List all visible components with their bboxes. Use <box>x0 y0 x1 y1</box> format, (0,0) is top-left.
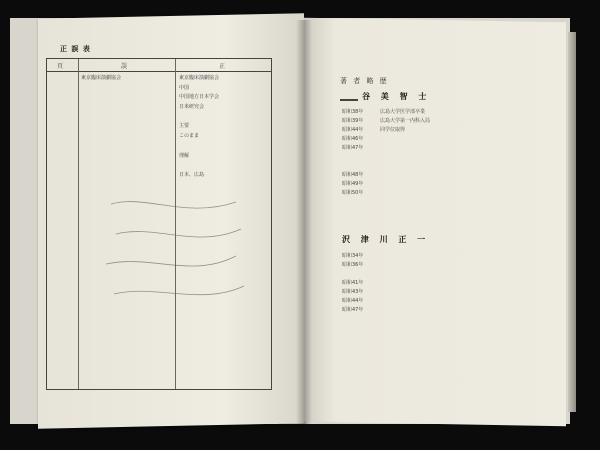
errata-row <box>47 335 271 345</box>
author2-name: 沢 津 川 正 一 <box>342 235 430 244</box>
errata-row <box>47 83 271 93</box>
errata-row <box>47 238 271 248</box>
bio-entry <box>342 270 542 279</box>
errata-row <box>47 267 271 277</box>
errata-row <box>47 257 271 267</box>
bio-year: 昭和49年 <box>342 181 364 187</box>
bio-entry <box>342 153 542 162</box>
bio-entry <box>342 279 542 288</box>
errata-row <box>47 228 271 238</box>
errata-row <box>47 383 271 393</box>
bio-entry <box>342 144 542 153</box>
bio-entry <box>342 126 542 135</box>
bio-year: 昭和47年 <box>342 145 364 151</box>
errata-row <box>47 131 271 141</box>
errata-row <box>47 218 271 228</box>
bio-entry <box>342 324 542 333</box>
errata-row <box>47 306 271 316</box>
errata-header-row <box>47 59 271 72</box>
author1-bio <box>342 108 542 216</box>
errata-row <box>47 199 271 209</box>
bio-year: 昭和46年 <box>342 136 364 142</box>
errata-right-cell: 理解 <box>179 152 190 159</box>
errata-rows <box>47 73 271 393</box>
bio-entry <box>342 252 542 261</box>
errata-row <box>47 344 271 354</box>
errata-row <box>47 151 271 161</box>
bio-year: 昭和48年 <box>342 172 364 178</box>
errata-row <box>47 112 271 122</box>
bio-entry <box>342 117 542 126</box>
errata-right-cell: 主要 <box>179 123 190 130</box>
bio-entry <box>342 180 542 189</box>
errata-row <box>47 92 271 102</box>
header-right: 正 <box>219 63 226 70</box>
bio-year: 昭和34年 <box>342 253 364 259</box>
bio-entry <box>342 207 542 216</box>
errata-row <box>47 170 271 180</box>
header-page: 頁 <box>57 63 64 70</box>
profile-heading: 著 者 略 歴 <box>340 77 389 85</box>
errata-right-cell: 日米研究会 <box>179 104 205 111</box>
errata-right-cell: 日本、広島 <box>179 171 205 178</box>
errata-wrong-cell: 東京臨床演劇協会 <box>81 75 122 81</box>
errata-section <box>46 44 272 392</box>
errata-row <box>47 73 271 83</box>
bio-year: 昭和50年 <box>342 190 364 196</box>
bio-entry <box>342 198 542 207</box>
bio-year: 昭和38年 <box>342 109 364 115</box>
errata-row <box>47 354 271 364</box>
errata-row <box>47 102 271 112</box>
bio-entry <box>342 306 542 315</box>
errata-right-cell: このまま <box>179 133 200 140</box>
bio-year: 昭和44年 <box>342 127 364 133</box>
author1-name: 谷 美 智 士 <box>362 92 431 101</box>
bio-text: 広島大学第一内科入局 <box>380 118 431 124</box>
errata-right-cell: 中国地方日本学会 <box>179 94 220 101</box>
errata-row <box>47 364 271 374</box>
bio-entry <box>342 261 542 270</box>
errata-row <box>47 373 271 383</box>
errata-right-cell: 東京臨床演劇協会 <box>179 75 220 81</box>
bio-year: 昭和36年 <box>342 262 364 268</box>
errata-row <box>47 121 271 131</box>
bio-year: 昭和44年 <box>342 298 364 304</box>
bio-entry <box>342 162 542 171</box>
header-wrong: 誤 <box>121 63 128 70</box>
errata-row <box>47 160 271 170</box>
bio-entry <box>342 189 542 198</box>
errata-row <box>47 189 271 199</box>
bio-entry <box>342 135 542 144</box>
errata-row <box>47 141 271 151</box>
book-gutter <box>296 20 312 424</box>
bio-entry <box>342 171 542 180</box>
errata-row <box>47 209 271 219</box>
errata-row <box>47 315 271 325</box>
bio-year: 昭和41年 <box>342 280 364 286</box>
errata-row <box>47 296 271 306</box>
bio-text: 広島大学医学部卒業 <box>380 109 426 115</box>
errata-row <box>47 276 271 286</box>
errata-right-cell: 中国 <box>179 84 190 91</box>
bio-year: 昭和47年 <box>342 307 364 313</box>
author2-bio <box>342 252 542 333</box>
bio-entry <box>342 108 542 117</box>
bio-year: 昭和39年 <box>342 118 364 124</box>
errata-row <box>47 325 271 335</box>
errata-row <box>47 286 271 296</box>
bio-year: 昭和43年 <box>342 289 364 295</box>
bio-entry <box>342 297 542 306</box>
errata-row <box>47 180 271 190</box>
bio-text: 同学位取得 <box>380 127 406 133</box>
errata-title: 正 誤 表 <box>60 45 91 53</box>
bio-entry <box>342 315 542 324</box>
bio-entry <box>342 288 542 297</box>
cover-edge <box>568 32 576 412</box>
name-marker <box>340 99 358 101</box>
errata-row <box>47 247 271 257</box>
errata-table <box>46 58 272 390</box>
